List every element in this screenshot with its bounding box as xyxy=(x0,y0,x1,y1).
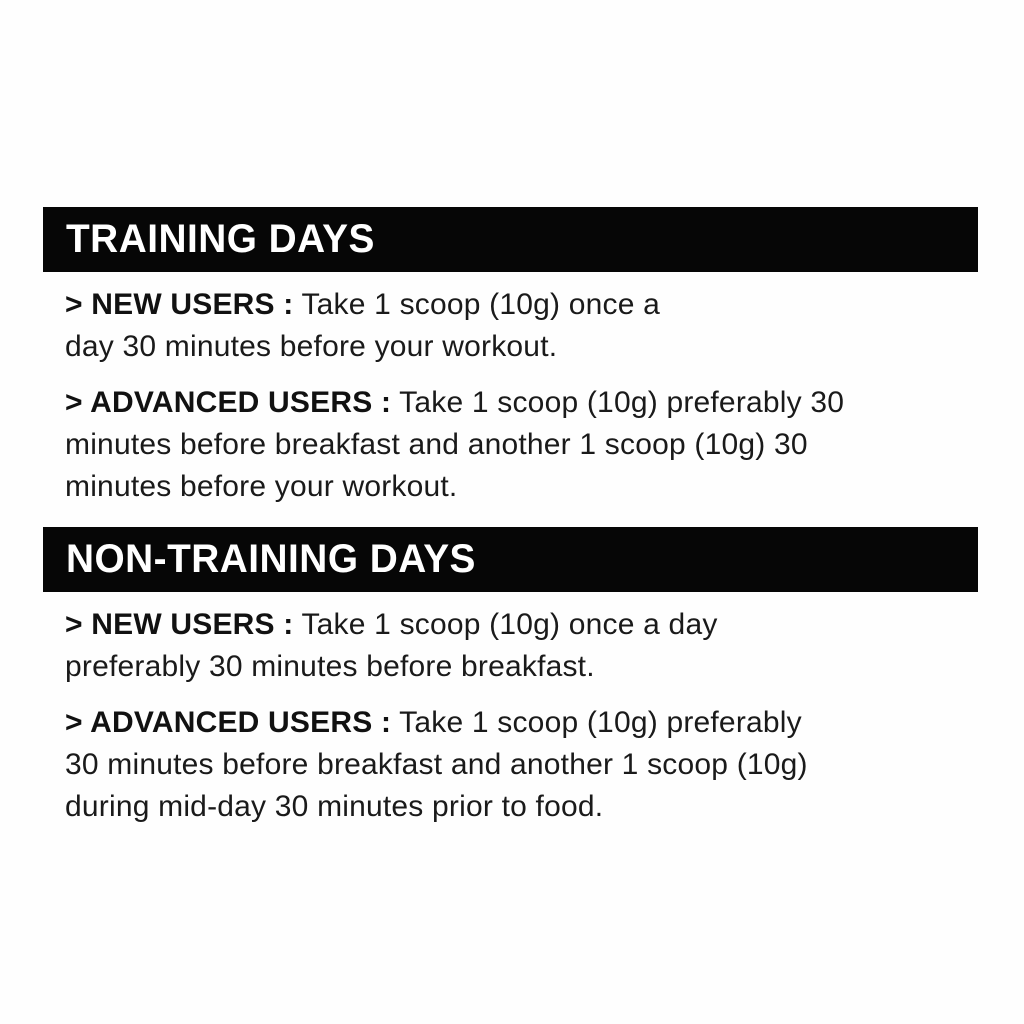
user-type-label: > NEW USERS : xyxy=(65,608,294,641)
instruction-text-line: minutes before breakfast and another 1 scoop (10g) 30 xyxy=(65,428,808,461)
instruction-text-line: Take 1 scoop (10g) once a day xyxy=(301,608,718,641)
instruction-text-line: minutes before your workout. xyxy=(65,470,458,503)
usage-instructions-content xyxy=(43,207,978,828)
instruction-paragraph xyxy=(65,604,978,688)
instruction-text-line: Take 1 scoop (10g) preferably 30 xyxy=(399,386,845,419)
user-type-label: > NEW USERS : xyxy=(65,288,294,321)
user-type-label: > ADVANCED USERS : xyxy=(65,386,392,419)
instruction-text-line: Take 1 scoop (10g) once a xyxy=(301,288,661,321)
instruction-text-line: preferably 30 minutes before breakfast. xyxy=(65,650,595,683)
instruction-text-line: day 30 minutes before your workout. xyxy=(65,330,558,363)
section-header-bar xyxy=(43,207,978,272)
user-type-label: > ADVANCED USERS : xyxy=(65,706,392,739)
instruction-section xyxy=(43,527,978,828)
instruction-paragraph xyxy=(65,284,978,368)
instruction-text-line: Take 1 scoop (10g) preferably xyxy=(399,706,802,739)
instruction-text-line: 30 minutes before breakfast and another 1 scoop (10g) xyxy=(65,748,808,781)
instruction-text-line: during mid-day 30 minutes prior to food. xyxy=(65,790,604,823)
section-title: TRAINING DAYS xyxy=(66,217,375,261)
instruction-paragraph xyxy=(65,382,978,508)
section-title: NON-TRAINING DAYS xyxy=(66,537,476,581)
instruction-paragraph xyxy=(65,702,978,828)
instruction-section xyxy=(43,207,978,508)
section-header-bar xyxy=(43,527,978,592)
